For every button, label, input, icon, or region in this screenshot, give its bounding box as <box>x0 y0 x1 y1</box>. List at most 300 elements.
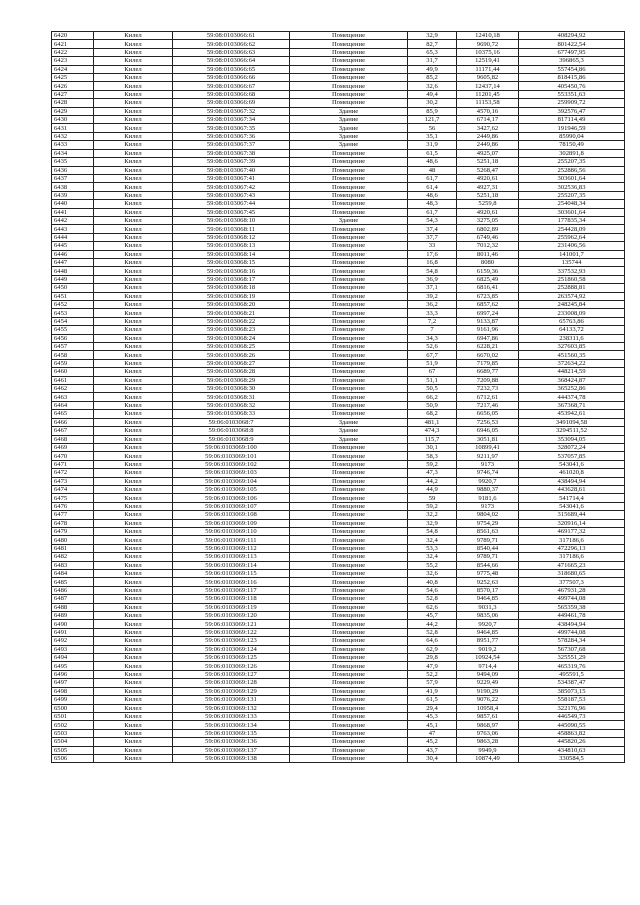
table-row <box>52 578 625 586</box>
specific-value-cell: 6656,05 <box>457 410 519 418</box>
cadastral-value-cell: 328072,24 <box>519 443 625 451</box>
specific-value-cell: 10958,4 <box>457 704 519 712</box>
table-row <box>52 65 625 73</box>
cadastral-value-cell: 318680,65 <box>519 570 625 578</box>
area-cell: 45,1 <box>408 721 457 729</box>
object-type-cell: Помещение <box>290 712 408 720</box>
cadastral-value-cell: 255207,35 <box>519 158 625 166</box>
locality-cell: Килел <box>94 662 173 670</box>
area-cell: 36,2 <box>408 301 457 309</box>
row-number-cell: 6421 <box>52 40 94 48</box>
row-number-cell: 6478 <box>52 519 94 527</box>
cadastral-value-cell: 248245,84 <box>519 301 625 309</box>
locality-cell: Килел <box>94 443 173 451</box>
cadastral-number-cell: 59:06:0103069:110 <box>173 527 290 535</box>
table-row <box>52 687 625 695</box>
area-cell: 58,3 <box>408 452 457 460</box>
table-row <box>52 696 625 704</box>
table-row <box>52 116 625 124</box>
row-number-cell: 6462 <box>52 385 94 393</box>
area-cell: 54,8 <box>408 267 457 275</box>
cadastral-value-cell: 255962,64 <box>519 233 625 241</box>
object-type-cell: Помещение <box>290 225 408 233</box>
object-type-cell: Помещение <box>290 687 408 695</box>
object-type-cell: Помещение <box>290 578 408 586</box>
row-number-cell: 6506 <box>52 754 94 762</box>
row-number-cell: 6450 <box>52 284 94 292</box>
table-row <box>52 721 625 729</box>
locality-cell: Килел <box>94 519 173 527</box>
locality-cell: Килел <box>94 65 173 73</box>
table-row <box>52 250 625 258</box>
area-cell: 48 <box>408 166 457 174</box>
table-row <box>52 191 625 199</box>
cadastral-value-cell: 443628,61 <box>519 485 625 493</box>
area-cell: 43,7 <box>408 746 457 754</box>
specific-value-cell: 6946,05 <box>457 427 519 435</box>
row-number-cell: 6420 <box>52 32 94 40</box>
cadastral-value-cell: 255207,35 <box>519 191 625 199</box>
area-cell: 59,2 <box>408 460 457 468</box>
row-number-cell: 6496 <box>52 670 94 678</box>
object-type-cell: Помещение <box>290 250 408 258</box>
object-type-cell: Помещение <box>290 208 408 216</box>
specific-value-cell: 9857,61 <box>457 712 519 720</box>
row-number-cell: 6473 <box>52 477 94 485</box>
object-type-cell: Помещение <box>290 544 408 552</box>
area-cell: 16,8 <box>408 258 457 266</box>
table-row <box>52 612 625 620</box>
specific-value-cell: 4920,61 <box>457 208 519 216</box>
object-type-cell: Помещение <box>290 410 408 418</box>
object-type-cell: Помещение <box>290 149 408 157</box>
table-row <box>52 527 625 535</box>
table-row <box>52 326 625 334</box>
specific-value-cell: 7179,85 <box>457 359 519 367</box>
cadastral-value-cell: 469177,32 <box>519 527 625 535</box>
locality-cell: Килел <box>94 309 173 317</box>
object-type-cell: Помещение <box>290 82 408 90</box>
area-cell: 61,7 <box>408 208 457 216</box>
area-cell: 34,3 <box>408 334 457 342</box>
object-type-cell: Помещение <box>290 166 408 174</box>
object-type-cell: Помещение <box>290 654 408 662</box>
locality-cell: Килел <box>94 208 173 216</box>
locality-cell: Килел <box>94 628 173 636</box>
cadastral-value-cell: 315689,44 <box>519 511 625 519</box>
cadastral-number-cell: 59:06:0103069:116 <box>173 578 290 586</box>
specific-value-cell: 8080 <box>457 258 519 266</box>
row-number-cell: 6467 <box>52 427 94 435</box>
object-type-cell: Помещение <box>290 90 408 98</box>
table-row <box>52 385 625 393</box>
specific-value-cell: 6816,41 <box>457 284 519 292</box>
row-number-cell: 6441 <box>52 208 94 216</box>
table-row <box>52 174 625 182</box>
area-cell: 66,2 <box>408 393 457 401</box>
object-type-cell: Помещение <box>290 385 408 393</box>
cadastral-value-cell: 537057,85 <box>519 452 625 460</box>
table-row <box>52 603 625 611</box>
specific-value-cell: 9863,28 <box>457 738 519 746</box>
object-type-cell: Помещение <box>290 485 408 493</box>
object-type-cell: Помещение <box>290 393 408 401</box>
area-cell: 39,2 <box>408 292 457 300</box>
row-number-cell: 6498 <box>52 687 94 695</box>
cadastral-number-cell: 59:06:0103069:131 <box>173 696 290 704</box>
specific-value-cell: 5251,18 <box>457 191 519 199</box>
cadastral-value-cell: 385073,15 <box>519 687 625 695</box>
area-cell: 65,3 <box>408 48 457 56</box>
row-number-cell: 6445 <box>52 242 94 250</box>
cadastral-number-cell: 59:06:0103068:33 <box>173 410 290 418</box>
specific-value-cell: 6714,17 <box>457 116 519 124</box>
cadastral-value-cell: 302891,8 <box>519 149 625 157</box>
table-row <box>52 208 625 216</box>
cadastral-value-cell: 499744,08 <box>519 628 625 636</box>
area-cell: 45,7 <box>408 612 457 620</box>
cadastral-value-cell: 233008,09 <box>519 309 625 317</box>
area-cell: 61,7 <box>408 174 457 182</box>
cadastral-number-cell: 59:06:0103069:127 <box>173 670 290 678</box>
row-number-cell: 6456 <box>52 334 94 342</box>
cadastral-value-cell: 465319,76 <box>519 662 625 670</box>
cadastral-value-cell: 317186,6 <box>519 553 625 561</box>
cadastral-number-cell: 59:06:0103069:129 <box>173 687 290 695</box>
area-cell: 85,9 <box>408 107 457 115</box>
table-row <box>52 158 625 166</box>
row-number-cell: 6494 <box>52 654 94 662</box>
object-type-cell: Помещение <box>290 242 408 250</box>
table-row <box>52 200 625 208</box>
area-cell: 54,6 <box>408 586 457 594</box>
specific-value-cell: 9746,74 <box>457 469 519 477</box>
cadastral-value-cell: 64133,72 <box>519 326 625 334</box>
table-row <box>52 275 625 283</box>
object-type-cell: Помещение <box>290 662 408 670</box>
table-row <box>52 410 625 418</box>
area-cell: 48,6 <box>408 191 457 199</box>
table-row <box>52 32 625 40</box>
table-row <box>52 561 625 569</box>
row-number-cell: 6470 <box>52 452 94 460</box>
table-row <box>52 292 625 300</box>
cadastral-number-cell: 59:06:0103069:114 <box>173 561 290 569</box>
cadastral-value-cell: 438494,94 <box>519 620 625 628</box>
cadastral-number-cell: 59:08:0103067:32 <box>173 107 290 115</box>
locality-cell: Килел <box>94 275 173 283</box>
cadastral-number-cell: 59:06:0103069:121 <box>173 620 290 628</box>
cadastral-number-cell: 59:06:0103069:138 <box>173 754 290 762</box>
object-type-cell: Помещение <box>290 553 408 561</box>
specific-value-cell: 2449,86 <box>457 132 519 140</box>
cadastral-number-cell: 59:08:0103066:69 <box>173 99 290 107</box>
table-row <box>52 267 625 275</box>
cadastral-number-cell: 59:06:0103069:122 <box>173 628 290 636</box>
object-type-cell: Помещение <box>290 645 408 653</box>
object-type-cell: Помещение <box>290 754 408 762</box>
area-cell: 32,2 <box>408 511 457 519</box>
table-row <box>52 225 625 233</box>
row-number-cell: 6503 <box>52 729 94 737</box>
table-row <box>52 712 625 720</box>
locality-cell: Килел <box>94 90 173 98</box>
specific-value-cell: 6997,24 <box>457 309 519 317</box>
specific-value-cell: 9019,2 <box>457 645 519 653</box>
specific-value-cell: 9211,97 <box>457 452 519 460</box>
object-type-cell: Помещение <box>290 74 408 82</box>
row-number-cell: 6461 <box>52 376 94 384</box>
cadastral-value-cell: 445820,26 <box>519 738 625 746</box>
object-type-cell: Помещение <box>290 401 408 409</box>
object-type-cell: Помещение <box>290 595 408 603</box>
area-cell: 50,5 <box>408 385 457 393</box>
table-row <box>52 284 625 292</box>
cadastral-number-cell: 59:06:0103068:20 <box>173 301 290 309</box>
cadastral-number-cell: 59:06:0103069:103 <box>173 469 290 477</box>
locality-cell: Килел <box>94 612 173 620</box>
row-number-cell: 6454 <box>52 317 94 325</box>
locality-cell: Килел <box>94 292 173 300</box>
specific-value-cell: 9173 <box>457 460 519 468</box>
cadastral-number-cell: 59:08:0103066:63 <box>173 48 290 56</box>
specific-value-cell: 9133,87 <box>457 317 519 325</box>
locality-cell: Килел <box>94 595 173 603</box>
cadastral-value-cell: 553351,63 <box>519 90 625 98</box>
object-type-cell: Помещение <box>290 469 408 477</box>
locality-cell: Килел <box>94 267 173 275</box>
area-cell: 51,9 <box>408 359 457 367</box>
table-row <box>52 141 625 149</box>
cadastral-number-cell: 59:06:0103068:27 <box>173 359 290 367</box>
object-type-cell: Здание <box>290 141 408 149</box>
locality-cell: Килел <box>94 561 173 569</box>
locality-cell: Килел <box>94 393 173 401</box>
locality-cell: Килел <box>94 376 173 384</box>
row-number-cell: 6432 <box>52 132 94 140</box>
row-number-cell: 6433 <box>52 141 94 149</box>
area-cell: 56 <box>408 124 457 132</box>
object-type-cell: Помещение <box>290 267 408 275</box>
object-type-cell: Помещение <box>290 183 408 191</box>
locality-cell: Килел <box>94 334 173 342</box>
row-number-cell: 6505 <box>52 746 94 754</box>
area-cell: 51,1 <box>408 376 457 384</box>
table-row <box>52 401 625 409</box>
row-number-cell: 6482 <box>52 553 94 561</box>
cadastral-value-cell: 65763,86 <box>519 317 625 325</box>
area-cell: 35,1 <box>408 132 457 140</box>
locality-cell: Килел <box>94 351 173 359</box>
table-row <box>52 233 625 241</box>
cadastral-value-cell: 541714,4 <box>519 494 625 502</box>
area-cell: 7,2 <box>408 317 457 325</box>
object-type-cell: Помещение <box>290 494 408 502</box>
area-cell: 52,8 <box>408 628 457 636</box>
cadastral-value-cell: 472296,13 <box>519 544 625 552</box>
locality-cell: Килел <box>94 544 173 552</box>
row-number-cell: 6431 <box>52 124 94 132</box>
row-number-cell: 6452 <box>52 301 94 309</box>
object-type-cell: Помещение <box>290 359 408 367</box>
cadastral-value-cell: 3294511,52 <box>519 427 625 435</box>
specific-value-cell: 12410,18 <box>457 32 519 40</box>
cadastral-number-cell: 59:06:0103069:105 <box>173 485 290 493</box>
cadastral-number-cell: 59:06:0103068:24 <box>173 334 290 342</box>
locality-cell: Килел <box>94 48 173 56</box>
cadastral-number-cell: 59:06:0103068:26 <box>173 351 290 359</box>
cadastral-number-cell: 59:08:0103066:61 <box>173 32 290 40</box>
cadastral-number-cell: 59:06:0103068:11 <box>173 225 290 233</box>
table-row <box>52 595 625 603</box>
specific-value-cell: 6712,61 <box>457 393 519 401</box>
cadastral-number-cell: 59:06:0103069:123 <box>173 637 290 645</box>
object-type-cell: Здание <box>290 435 408 443</box>
specific-value-cell: 3051,81 <box>457 435 519 443</box>
object-type-cell: Помещение <box>290 561 408 569</box>
cadastral-number-cell: 59:08:0103066:65 <box>173 65 290 73</box>
cadastral-number-cell: 59:06:0103068:32 <box>173 401 290 409</box>
table-row <box>52 418 625 426</box>
object-type-cell: Помещение <box>290 57 408 65</box>
object-type-cell: Помещение <box>290 334 408 342</box>
specific-value-cell: 10874,49 <box>457 754 519 762</box>
cadastral-value-cell: 322176,96 <box>519 704 625 712</box>
cadastral-value-cell: 365252,86 <box>519 385 625 393</box>
cadastral-value-cell: 453942,61 <box>519 410 625 418</box>
object-type-cell: Здание <box>290 107 408 115</box>
area-cell: 7 <box>408 326 457 334</box>
row-number-cell: 6459 <box>52 359 94 367</box>
cadastral-number-cell: 59:06:0103068:25 <box>173 343 290 351</box>
table-row <box>52 334 625 342</box>
locality-cell: Килел <box>94 107 173 115</box>
locality-cell: Килел <box>94 435 173 443</box>
specific-value-cell: 6825,49 <box>457 275 519 283</box>
row-number-cell: 6468 <box>52 435 94 443</box>
cadastral-value-cell: 396865,3 <box>519 57 625 65</box>
row-number-cell: 6472 <box>52 469 94 477</box>
row-number-cell: 6457 <box>52 343 94 351</box>
locality-cell: Килел <box>94 149 173 157</box>
table-row <box>52 57 625 65</box>
locality-cell: Килел <box>94 132 173 140</box>
table-row <box>52 149 625 157</box>
area-cell: 45,3 <box>408 712 457 720</box>
area-cell: 62,9 <box>408 645 457 653</box>
object-type-cell: Помещение <box>290 233 408 241</box>
cadastral-number-cell: 59:06:0103069:119 <box>173 603 290 611</box>
cadastral-value-cell: 330584,5 <box>519 754 625 762</box>
cadastral-value-cell: 303601,64 <box>519 174 625 182</box>
locality-cell: Килел <box>94 32 173 40</box>
specific-value-cell: 6947,86 <box>457 334 519 342</box>
area-cell: 17,6 <box>408 250 457 258</box>
row-number-cell: 6500 <box>52 704 94 712</box>
object-type-cell: Здание <box>290 132 408 140</box>
object-type-cell: Помещение <box>290 99 408 107</box>
table-row <box>52 704 625 712</box>
area-cell: 29,4 <box>408 704 457 712</box>
area-cell: 33 <box>408 242 457 250</box>
area-cell: 37,4 <box>408 225 457 233</box>
cadastral-number-cell: 59:06:0103069:115 <box>173 570 290 578</box>
row-number-cell: 6446 <box>52 250 94 258</box>
cadastral-number-cell: 59:06:0103068:9 <box>173 435 290 443</box>
locality-cell: Килел <box>94 418 173 426</box>
table-row <box>52 511 625 519</box>
object-type-cell: Помещение <box>290 477 408 485</box>
locality-cell: Килел <box>94 326 173 334</box>
row-number-cell: 6434 <box>52 149 94 157</box>
row-number-cell: 6489 <box>52 612 94 620</box>
area-cell: 52,2 <box>408 670 457 678</box>
table-row <box>52 216 625 224</box>
cadastral-value-cell: 254048,34 <box>519 200 625 208</box>
cadastral-value-cell: 448214,59 <box>519 368 625 376</box>
row-number-cell: 6436 <box>52 166 94 174</box>
object-type-cell: Помещение <box>290 670 408 678</box>
cadastral-number-cell: 59:06:0103069:135 <box>173 729 290 737</box>
cadastral-value-cell: 567307,68 <box>519 645 625 653</box>
area-cell: 30,4 <box>408 754 457 762</box>
row-number-cell: 6465 <box>52 410 94 418</box>
area-cell: 40,8 <box>408 578 457 586</box>
specific-value-cell: 11153,58 <box>457 99 519 107</box>
specific-value-cell: 9804,02 <box>457 511 519 519</box>
table-row <box>52 74 625 82</box>
cadastral-value-cell: 451560,35 <box>519 351 625 359</box>
cadastral-value-cell: 372634,22 <box>519 359 625 367</box>
cadastral-value-cell: 259909,72 <box>519 99 625 107</box>
area-cell: 54,3 <box>408 216 457 224</box>
row-number-cell: 6486 <box>52 586 94 594</box>
locality-cell: Килел <box>94 469 173 477</box>
locality-cell: Килел <box>94 502 173 510</box>
area-cell: 62,6 <box>408 603 457 611</box>
row-number-cell: 6477 <box>52 511 94 519</box>
row-number-cell: 6476 <box>52 502 94 510</box>
cadastral-value-cell: 543041,6 <box>519 460 625 468</box>
cadastral-value-cell: 367368,71 <box>519 401 625 409</box>
locality-cell: Килел <box>94 410 173 418</box>
cadastral-number-cell: 59:06:0103069:137 <box>173 746 290 754</box>
cadastral-value-cell: 565359,38 <box>519 603 625 611</box>
table-row <box>52 746 625 754</box>
specific-value-cell: 6228,21 <box>457 343 519 351</box>
specific-value-cell: 8544,66 <box>457 561 519 569</box>
cadastral-value-cell: 449461,78 <box>519 612 625 620</box>
locality-cell: Килел <box>94 460 173 468</box>
row-number-cell: 6460 <box>52 368 94 376</box>
area-cell: 61,4 <box>408 183 457 191</box>
table-row <box>52 376 625 384</box>
specific-value-cell: 8951,77 <box>457 637 519 645</box>
table-row <box>52 359 625 367</box>
cadastral-value-cell: 177835,34 <box>519 216 625 224</box>
cadastral-value-cell: 141001,7 <box>519 250 625 258</box>
table-row <box>52 654 625 662</box>
area-cell: 47,3 <box>408 469 457 477</box>
table-row <box>52 351 625 359</box>
cadastral-value-cell: 578284,34 <box>519 637 625 645</box>
locality-cell: Килел <box>94 191 173 199</box>
cadastral-value-cell: 251860,58 <box>519 275 625 283</box>
area-cell: 54,8 <box>408 527 457 535</box>
row-number-cell: 6437 <box>52 174 94 182</box>
locality-cell: Килел <box>94 82 173 90</box>
object-type-cell: Помещение <box>290 519 408 527</box>
